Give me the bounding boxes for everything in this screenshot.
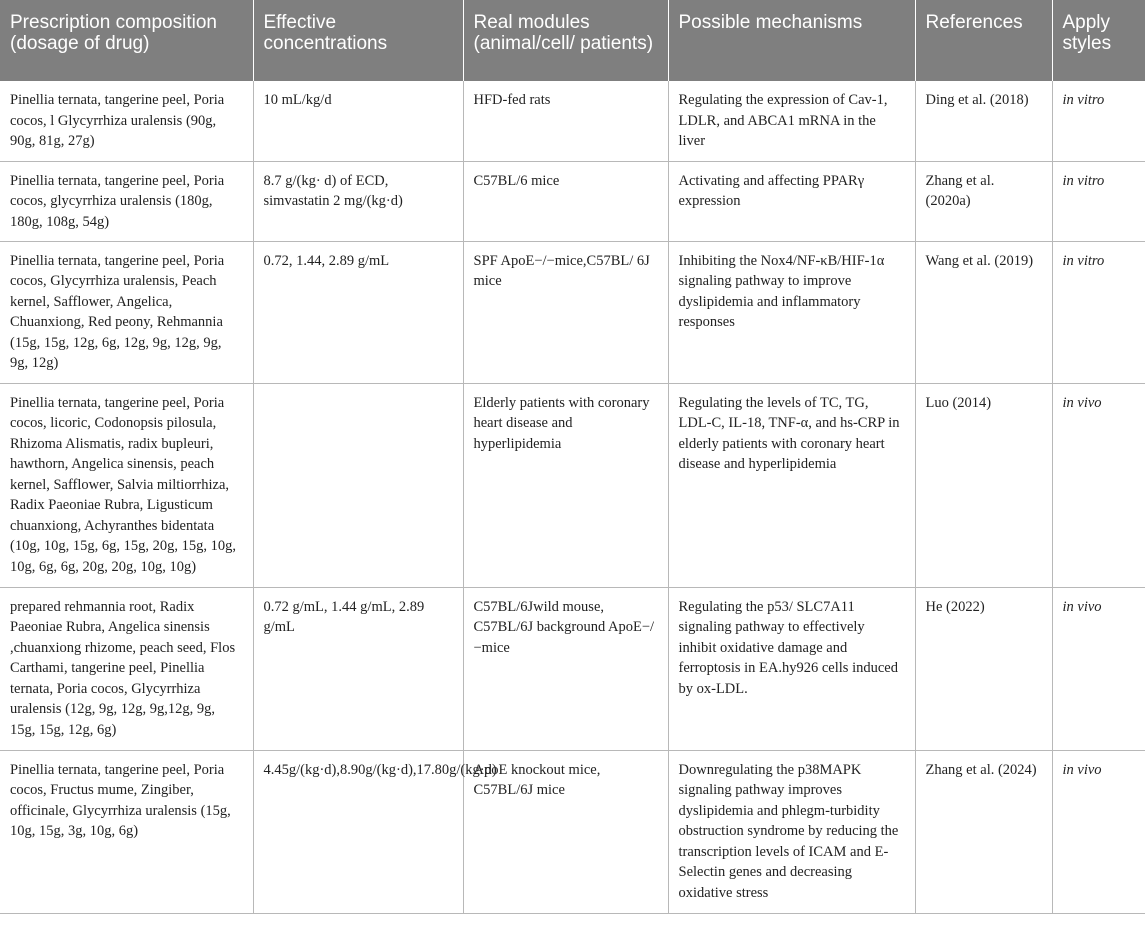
cell-composition: prepared rehmannia root, Radix Paeoniae Rubra, Angelica sinensis ,chuanxiong rhizome, peach seed, Flos Carthami, tangerine peel, Pinellia ternata, Poria cocos, Glycyrrhiza uralensis (12g, 9g, 12g, 9g,12g, 9g, 15g, 15g, 12g, 6g) [0, 587, 253, 750]
header-reference: References [915, 0, 1052, 81]
cell-reference: Wang et al. (2019) [915, 241, 1052, 383]
header-composition: Prescription composition (dosage of drug) [0, 0, 253, 81]
cell-model: HFD-fed rats [463, 81, 668, 161]
cell-concentration: 0.72, 1.44, 2.89 g/mL [253, 241, 463, 383]
cell-model: C57BL/6Jwild mouse, C57BL/6J background ApoE−/−mice [463, 587, 668, 750]
cell-composition: Pinellia ternata, tangerine peel, Poria cocos, l Glycyrrhiza uralensis (90g, 90g, 81g, 27g) [0, 81, 253, 161]
cell-concentration: 10 mL/kg/d [253, 81, 463, 161]
cell-concentration: 8.7 g/(kg· d) of ECD, simvastatin 2 mg/(kg·d) [253, 161, 463, 241]
table-row [0, 750, 1145, 913]
cell-reference: He (2022) [915, 587, 1052, 750]
cell-concentration: 0.72 g/mL, 1.44 g/mL, 2.89 g/mL [253, 587, 463, 750]
cell-mechanism: Regulating the expression of Cav-1, LDLR, and ABCA1 mRNA in the liver [668, 81, 915, 161]
table-row [0, 161, 1145, 241]
header-concentration: Effective concentrations [253, 0, 463, 81]
cell-reference: Zhang et al. (2024) [915, 750, 1052, 913]
cell-reference: Ding et al. (2018) [915, 81, 1052, 161]
cell-mechanism: Downregulating the p38MAPK signaling pathway improves dyslipidemia and phlegm-turbidity obstruction syndrome by reducing the transcription levels of ICAM and E-Selectin genes and decreasing oxidative stress [668, 750, 915, 913]
cell-concentration: 4.45g/(kg·d),8.90g/(kg·d),17.80g/(kg·d) [253, 750, 463, 913]
header-style: Apply styles [1052, 0, 1145, 81]
cell-style: in vitro [1052, 241, 1145, 383]
cell-composition: Pinellia ternata, tangerine peel, Poria cocos, Glycyrrhiza uralensis, Peach kernel, Safflower, Angelica, Chuanxiong, Red peony, Rehmannia (15g, 15g, 12g, 6g, 12g, 9g, 12g, 9g, 9g, 12g) [0, 241, 253, 383]
header-model: Real modules (animal/cell/ patients) [463, 0, 668, 81]
cell-style: in vivo [1052, 750, 1145, 913]
table-row [0, 81, 1145, 161]
cell-style: in vitro [1052, 81, 1145, 161]
header-mechanism: Possible mechanisms [668, 0, 915, 81]
cell-concentration [253, 383, 463, 587]
header-row [0, 0, 1145, 81]
cell-style: in vitro [1052, 161, 1145, 241]
cell-mechanism: Inhibiting the Nox4/NF-κB/HIF-1α signaling pathway to improve dyslipidemia and inflammatory responses [668, 241, 915, 383]
cell-model: ApoE knockout mice, C57BL/6J mice [463, 750, 668, 913]
cell-mechanism: Regulating the p53/ SLC7A11 signaling pathway to effectively inhibit oxidative damage and ferroptosis in EA.hy926 cells induced by ox-LDL. [668, 587, 915, 750]
cell-mechanism: Activating and affecting PPARγ expression [668, 161, 915, 241]
table-row [0, 241, 1145, 383]
cell-style: in vivo [1052, 587, 1145, 750]
table-row [0, 587, 1145, 750]
cell-model: SPF ApoE−/−mice,C57BL/ 6J mice [463, 241, 668, 383]
cell-composition: Pinellia ternata, tangerine peel, Poria cocos, glycyrrhiza uralensis (180g, 180g, 108g, 54g) [0, 161, 253, 241]
cell-model: Elderly patients with coronary heart disease and hyperlipidemia [463, 383, 668, 587]
cell-reference: Zhang et al. (2020a) [915, 161, 1052, 241]
cell-mechanism: Regulating the levels of TC, TG, LDL-C, IL-18, TNF-α, and hs-CRP in elderly patients with coronary heart disease and hyperlipidemia [668, 383, 915, 587]
cell-composition: Pinellia ternata, tangerine peel, Poria cocos, Fructus mume, Zingiber, officinale, Glycyrrhiza uralensis (15g, 10g, 15g, 3g, 10g, 6g) [0, 750, 253, 913]
cell-model: C57BL/6 mice [463, 161, 668, 241]
cell-reference: Luo (2014) [915, 383, 1052, 587]
cell-composition: Pinellia ternata, tangerine peel, Poria cocos, licoric, Codonopsis pilosula, Rhizoma Alismatis, radix bupleuri, hawthorn, Angelica sinensis, peach kernel, Safflower, Salvia miltiorrhiza, Radix Paeoniae Rubra, Ligusticum chuanxiong, Achyranthes bidentata (10g, 10g, 15g, 6g, 15g, 20g, 15g, 10g, 10g, 6g, 6g, 20g, 20g, 10g, 10g) [0, 383, 253, 587]
table-row [0, 383, 1145, 587]
cell-style: in vivo [1052, 383, 1145, 587]
